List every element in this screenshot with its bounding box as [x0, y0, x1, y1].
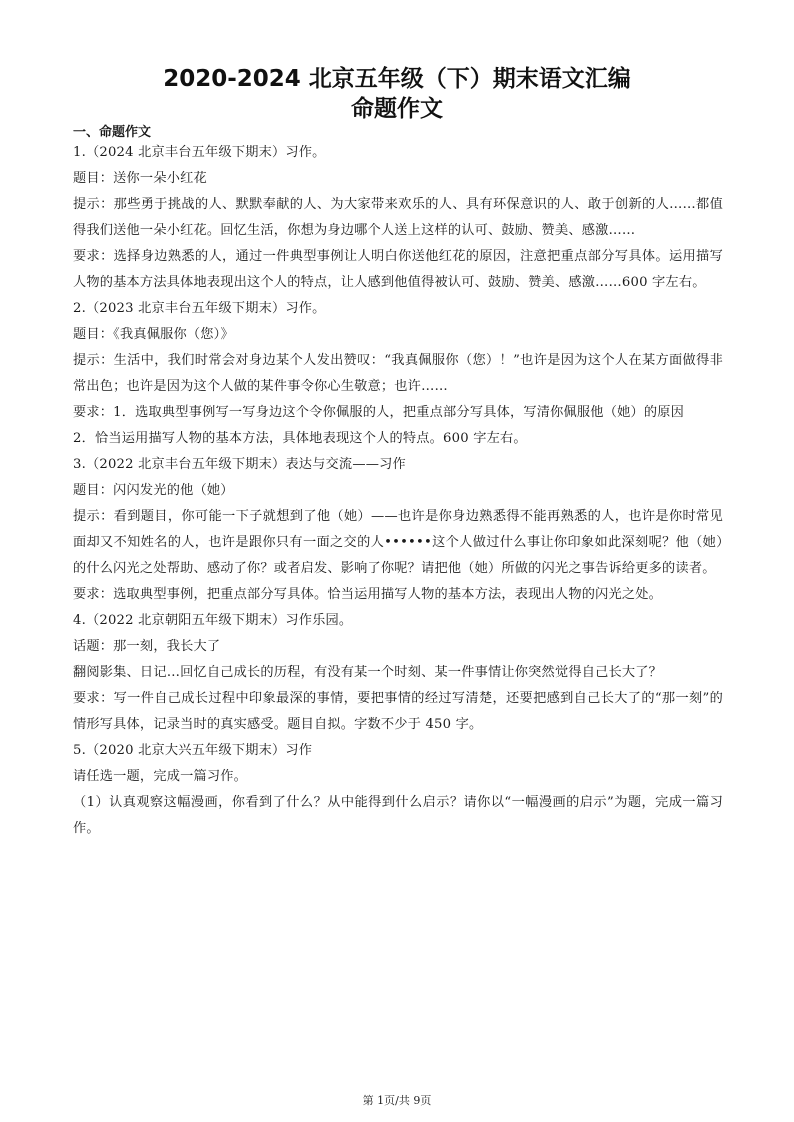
- question-2-hint: 提示：生活中，我们时常会对身边某个人发出赞叹：“我真佩服你（您）！”也许是因为这个人在某方面做得非常出色；也许是因为这个人做的某件事令你心生敬意；也许……: [73, 353, 723, 394]
- document-title: 2020-2024 北京五年级（下）期末语文汇编: [163, 66, 631, 92]
- document-body: [73, 140, 723, 842]
- question-4-header: 4.（2022 北京朝阳五年级下期末）习作乐园。: [73, 613, 353, 628]
- page-footer: 第 1页/共 9页: [362, 1094, 432, 1107]
- question-3-topic: 题目：闪闪发光的他（她）: [73, 483, 234, 498]
- question-1-hint: 提示：那些勇于挑战的人、默默奉献的人、为大家带来欢乐的人、具有环保意识的人、敢于创新的人……都值得我们送他一朵小红花。回忆生活，你想为身边哪个人送上这样的认可、鼓励、赞美、感激……: [73, 197, 723, 238]
- question-3-header: 3.（2022 北京丰台五年级下期末）表达与交流——习作: [73, 457, 406, 472]
- question-2-requirement-1: 要求：1．选取典型事例写一写身边这个令你佩服的人，把重点部分写具体，写清你佩服他（她）的原因: [73, 405, 685, 420]
- question-4-topic: 话题：那一刻，我长大了: [73, 639, 221, 654]
- section-heading: 一、命题作文: [73, 125, 152, 140]
- question-5-option-1: （1）认真观察这幅漫画，你看到了什么？从中能得到什么启示？请你以“一幅漫画的启示”为题，完成一篇习作。: [73, 795, 723, 836]
- question-1-header: 1.（2024 北京丰台五年级下期末）习作。: [73, 145, 326, 160]
- document-subtitle: 命题作文: [351, 96, 443, 122]
- question-3-requirement: 要求：选取典型事例，把重点部分写具体。恰当运用描写人物的基本方法，表现出人物的闪光之处。: [73, 587, 663, 602]
- question-1-requirement: 要求：选择身边熟悉的人，通过一件典型事例让人明白你送他红花的原因，注意把重点部分写具体。运用描写人物的基本方法具体地表现出这个人的特点，让人感到他值得被认可、鼓励、赞美、感激……600 字左右。: [73, 249, 723, 290]
- question-1-topic: 题目：送你一朵小红花: [73, 171, 207, 186]
- question-3-hint: 提示：看到题目，你可能一下子就想到了他（她）——也许是你身边熟悉得不能再熟悉的人，也许是你时常见面却又不知姓名的人，也许是跟你只有一面之交的人••••••这个人做过什么事让你印象如此深刻呢？他（她）的什么闪光之处帮助、感动了你？或者启发、影响了你呢？请把他（她）所做的闪光之事告诉给更多的读者。: [73, 509, 723, 576]
- question-2-topic: 题目：《我真佩服你（您）》: [73, 327, 234, 342]
- question-4-requirement: 要求：写一件自己成长过程中印象最深的事情，要把事情的经过写清楚，还要把感到自己长大了的“那一刻”的情形写具体，记录当时的真实感受。题目自拟。字数不少于 450 字。: [73, 691, 723, 732]
- question-2-requirement-2: 2．恰当运用描写人物的基本方法，具体地表现这个人的特点。600 字左右。: [73, 431, 527, 446]
- question-5-header: 5.（2020 北京大兴五年级下期末）习作: [73, 743, 313, 758]
- question-5-instruction: 请任选一题，完成一篇习作。: [73, 769, 248, 784]
- question-2-header: 2.（2023 北京丰台五年级下期末）习作。: [73, 301, 326, 316]
- question-4-prompt: 翻阅影集、日记…回忆自己成长的历程，有没有某一个时刻、某一件事情让你突然觉得自己长大了？: [73, 665, 663, 680]
